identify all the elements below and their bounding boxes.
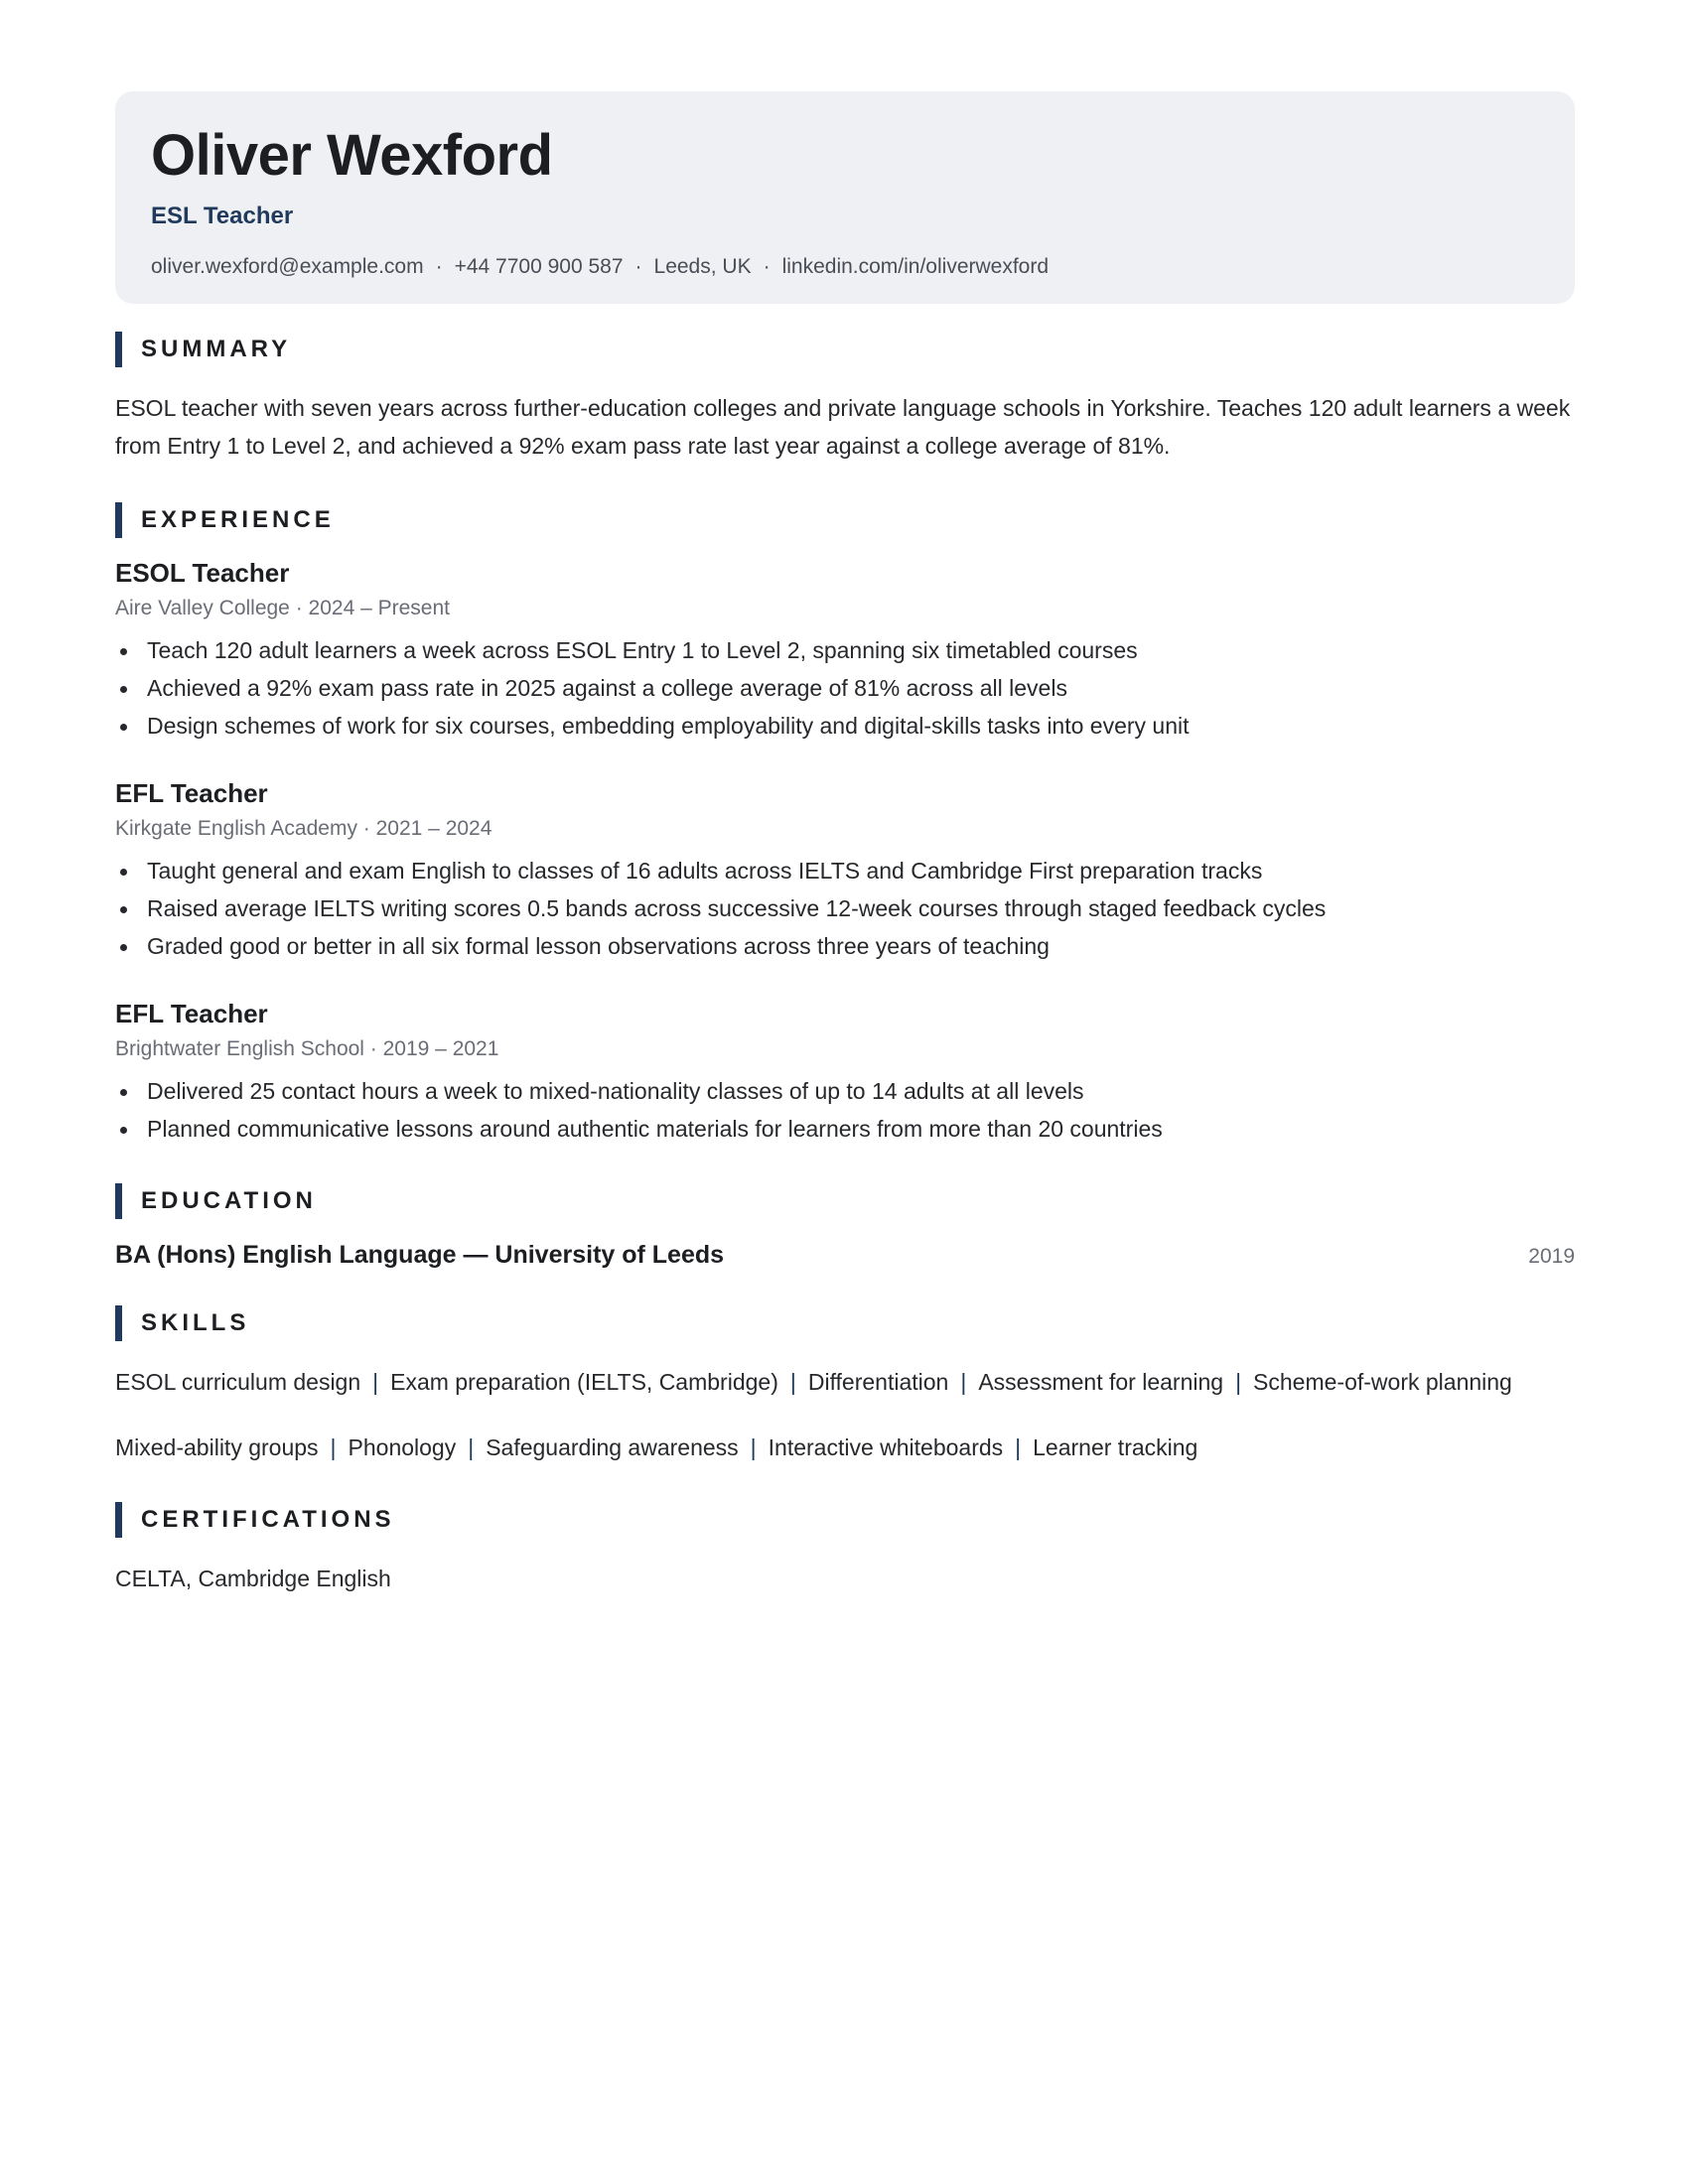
- degree-text: BA (Hons) English Language — University of Leeds: [115, 1241, 725, 1269]
- job-bullet: Raised average IELTS writing scores 0.5 bands across successive 12-week courses through staged feedback cycles: [115, 889, 1575, 927]
- skill-item: Mixed-ability groups: [115, 1434, 319, 1460]
- section-accent-bar: [115, 332, 122, 367]
- section-heading-label: EDUCATION: [141, 1187, 317, 1214]
- job-bullet: Taught general and exam English to classes of 16 adults across IELTS and Cambridge First preparation tracks: [115, 852, 1575, 889]
- skills-line: [115, 1429, 1575, 1466]
- linkedin-text: linkedin.com/in/oliverwexford: [781, 255, 1050, 278]
- skill-item: Interactive whiteboards: [768, 1434, 1004, 1460]
- job-meta: Kirkgate English Academy · 2021 – 2024: [115, 817, 492, 840]
- job-bullet: Planned communicative lessons around authentic materials for learners from more than 20 countries: [115, 1110, 1575, 1148]
- candidate-name: Oliver Wexford: [151, 123, 553, 188]
- section-heading-label: EXPERIENCE: [141, 506, 335, 533]
- skill-item: Scheme-of-work planning: [1253, 1369, 1512, 1395]
- job-entry: [115, 776, 1575, 965]
- email-text: oliver.wexford@example.com: [151, 255, 424, 278]
- experience-section: [115, 502, 1575, 1148]
- job-bullets: [115, 1072, 1575, 1148]
- job-bullet: Design schemes of work for six courses, embedding employability and digital-skills tasks into every unit: [115, 707, 1575, 745]
- section-heading: [115, 502, 1575, 538]
- skill-item: Differentiation: [807, 1369, 949, 1395]
- section-heading-label: SKILLS: [141, 1309, 250, 1336]
- phone-text: +44 7700 900 587: [454, 255, 624, 278]
- job-bullet: Teach 120 adult learners a week across ESOL Entry 1 to Level 2, spanning six timetabled courses: [115, 631, 1575, 669]
- summary-text: ESOL teacher with seven years across further-education colleges and private language schools in Yorkshire. Teaches 120 adult learners a week from Entry 1 to Level 2, and achieved a 92% exam pass rate last year against a college average of 81%.: [115, 395, 1571, 459]
- section-accent-bar: [115, 1305, 122, 1341]
- skill-separator: |: [1015, 1434, 1022, 1460]
- summary-section: [115, 332, 1575, 465]
- section-heading: [115, 1183, 1575, 1219]
- skill-separator: |: [1235, 1369, 1242, 1395]
- section-accent-bar: [115, 1183, 122, 1219]
- job-bullets: [115, 852, 1575, 965]
- header-card: [115, 91, 1575, 304]
- skill-item: Exam preparation (IELTS, Cambridge): [390, 1369, 778, 1395]
- certifications-section: [115, 1502, 1575, 1597]
- job-entry: [115, 556, 1575, 745]
- degree-year: 2019: [1528, 1245, 1575, 1268]
- section-heading: [115, 1305, 1575, 1341]
- job-bullet: Achieved a 92% exam pass rate in 2025 against a college average of 81% across all levels: [115, 669, 1575, 707]
- skill-item: Assessment for learning: [978, 1369, 1224, 1395]
- resume-page: [115, 91, 1575, 1597]
- job-role: ESL Teacher: [151, 203, 294, 229]
- education-entry: [115, 1241, 1575, 1270]
- contact-separator: ·: [435, 255, 443, 278]
- skill-separator: |: [330, 1434, 337, 1460]
- contact-line: [151, 256, 1539, 277]
- section-heading-label: CERTIFICATIONS: [141, 1506, 395, 1533]
- skill-separator: |: [960, 1369, 967, 1395]
- skill-separator: |: [372, 1369, 379, 1395]
- job-entry: [115, 997, 1575, 1148]
- skill-separator: |: [750, 1434, 757, 1460]
- contact-separator: ·: [634, 255, 642, 278]
- skill-item: Learner tracking: [1033, 1434, 1198, 1460]
- job-title: ESOL Teacher: [115, 558, 290, 588]
- job-bullet: Graded good or better in all six formal lesson observations across three years of teaching: [115, 927, 1575, 965]
- section-accent-bar: [115, 502, 122, 538]
- skills-section: [115, 1305, 1575, 1466]
- job-title: EFL Teacher: [115, 778, 268, 808]
- location-text: Leeds, UK: [653, 255, 752, 278]
- skills-line: [115, 1363, 1575, 1401]
- job-bullet: Delivered 25 contact hours a week to mixed-nationality classes of up to 14 adults at all levels: [115, 1072, 1575, 1110]
- skill-item: ESOL curriculum design: [115, 1369, 361, 1395]
- section-heading-label: SUMMARY: [141, 336, 292, 362]
- skill-separator: |: [789, 1369, 796, 1395]
- section-heading: [115, 1502, 1575, 1538]
- job-meta: Aire Valley College · 2024 – Present: [115, 597, 450, 619]
- certification-text: CELTA, Cambridge English: [115, 1566, 391, 1591]
- job-bullets: [115, 631, 1575, 745]
- education-section: [115, 1183, 1575, 1270]
- skill-item: Phonology: [348, 1434, 457, 1460]
- contact-separator: ·: [763, 255, 771, 278]
- job-meta: Brightwater English School · 2019 – 2021: [115, 1037, 499, 1060]
- section-accent-bar: [115, 1502, 122, 1538]
- job-title: EFL Teacher: [115, 999, 268, 1028]
- skill-item: Safeguarding awareness: [486, 1434, 739, 1460]
- section-heading: [115, 332, 1575, 367]
- skill-separator: |: [468, 1434, 475, 1460]
